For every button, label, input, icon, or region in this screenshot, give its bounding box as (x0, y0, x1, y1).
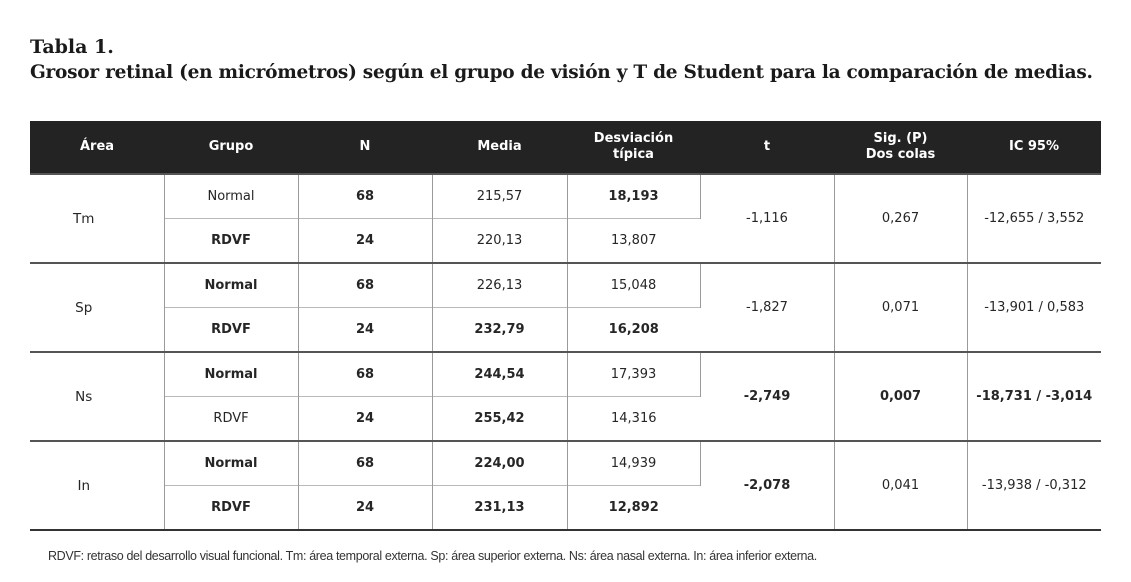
table-footnote: RDVF: retraso del desarrollo visual funcional. Tm: área temporal externa. Sp: área superior externa. Ns: área nasal externa. In: área inferior externa. (48, 549, 817, 563)
header-desviacion (567, 121, 700, 174)
table-caption (30, 34, 1093, 86)
header-ic: IC 95% (967, 121, 1101, 174)
results-table (30, 121, 1101, 531)
media-cell: 232,79 (432, 308, 567, 353)
desv-cell: 18,193 (567, 174, 700, 219)
sig-cell: 0,041 (834, 441, 967, 530)
header-row (30, 121, 1101, 174)
ic-cell: -13,901 / 0,583 (967, 263, 1101, 352)
header-desviacion-line2: típica (613, 147, 654, 162)
table-number: Tabla 1. (30, 36, 114, 58)
header-sig-line1: Sig. (P) (873, 131, 928, 146)
header-media: Media (432, 121, 567, 174)
media-cell: 224,00 (432, 441, 567, 486)
n-cell: 68 (298, 174, 432, 219)
header-sig-line2: Dos colas (865, 147, 936, 162)
sig-cell: 0,007 (834, 352, 967, 441)
n-cell: 24 (298, 486, 432, 531)
table-row-tm-normal (30, 174, 1101, 219)
desv-cell: 14,316 (567, 397, 700, 442)
media-cell: 244,54 (432, 352, 567, 397)
t-cell: -2,078 (700, 441, 834, 530)
area-cell-ns: Ns (30, 352, 164, 441)
n-cell: 68 (298, 441, 432, 486)
media-cell: 220,13 (432, 219, 567, 264)
ic-cell: -13,938 / -0,312 (967, 441, 1101, 530)
n-cell: 68 (298, 263, 432, 308)
grupo-cell: RDVF (164, 219, 298, 264)
n-cell: 24 (298, 397, 432, 442)
n-cell: 24 (298, 308, 432, 353)
grupo-cell: RDVF (164, 486, 298, 531)
t-cell: -1,827 (700, 263, 834, 352)
ic-cell: -18,731 / -3,014 (967, 352, 1101, 441)
media-cell: 255,42 (432, 397, 567, 442)
grupo-cell: Normal (164, 174, 298, 219)
header-sig (834, 121, 967, 174)
desv-cell: 16,208 (567, 308, 700, 353)
area-cell-tm: Tm (30, 174, 164, 263)
table-row-ns-normal (30, 352, 1101, 397)
desv-cell: 15,048 (567, 263, 700, 308)
sig-cell: 0,267 (834, 174, 967, 263)
grupo-cell: Normal (164, 352, 298, 397)
area-cell-in: In (30, 441, 164, 530)
grupo-cell: RDVF (164, 308, 298, 353)
table-row-sp-normal (30, 263, 1101, 308)
table-title: Grosor retinal (en micrómetros) según el grupo de visión y T de Student para la comparación de medias. (30, 62, 1093, 83)
ic-cell: -12,655 / 3,552 (967, 174, 1101, 263)
media-cell: 215,57 (432, 174, 567, 219)
n-cell: 24 (298, 219, 432, 264)
desv-cell: 17,393 (567, 352, 700, 397)
t-cell: -2,749 (700, 352, 834, 441)
media-cell: 226,13 (432, 263, 567, 308)
table-row-in-normal (30, 441, 1101, 486)
desv-cell: 14,939 (567, 441, 700, 486)
t-cell: -1,116 (700, 174, 834, 263)
header-desviacion-line1: Desviación (593, 131, 674, 146)
grupo-cell: Normal (164, 441, 298, 486)
area-cell-sp: Sp (30, 263, 164, 352)
header-n: N (298, 121, 432, 174)
header-t: t (700, 121, 834, 174)
n-cell: 68 (298, 352, 432, 397)
sig-cell: 0,071 (834, 263, 967, 352)
grupo-cell: RDVF (164, 397, 298, 442)
header-area: Área (30, 121, 164, 174)
media-cell: 231,13 (432, 486, 567, 531)
desv-cell: 12,892 (567, 486, 700, 531)
desv-cell: 13,807 (567, 219, 700, 264)
header-grupo: Grupo (164, 121, 298, 174)
grupo-cell: Normal (164, 263, 298, 308)
